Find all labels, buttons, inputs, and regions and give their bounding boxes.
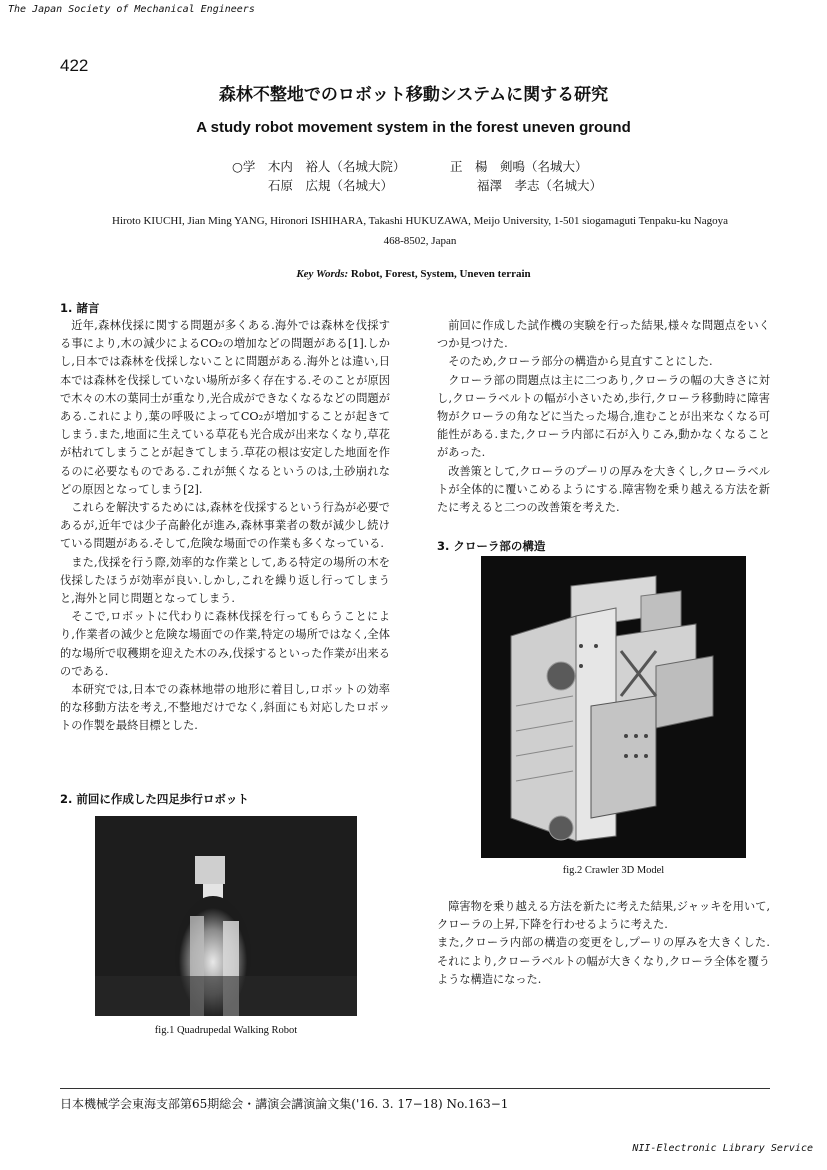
left-column-text <box>60 317 390 736</box>
section-2-heading: 2. 前回に作成した四足歩行ロボット <box>60 792 249 806</box>
right-paragraph-3: クローラ部の問題点は主に二つあり,クローラの幅の大きさに対し,クローラベルトの幅が小さいため,歩行,クローラ移動時に障害物がクローラの角などに当たった場合,進むことが出来なくなる可能性がある.また,クローラ内部に石が入りこみ,動かなくなることがあった. <box>437 373 770 460</box>
right-column-bottom-text <box>437 898 770 989</box>
figure-2-crawler-model <box>481 556 746 858</box>
page-number: 422 <box>60 56 89 75</box>
footer-rule <box>60 1088 770 1089</box>
right-column-top-text <box>437 317 770 517</box>
section-1-heading: 1. 諸言 <box>60 301 100 315</box>
right-paragraph-4: 改善策として,クローラのプーリの厚みを大きくし,クローラベルトが全体的に覆いこめるようにする.障害物を乗り越える方法を新たに考えると二つの改善策を考えた. <box>437 464 770 515</box>
keywords-label: Key Words: <box>296 268 349 280</box>
right-paragraph-1: 前回に作成した試作機の実験を行った結果,様々な問題点をいくつか見つけた. <box>437 319 770 351</box>
right-paragraph-6: また,クローラ内部の構造の変更をし,プーリの厚みを大きくした.それにより,クローラベルトの幅が大きくなり,クローラ全体を覆うような構造になった. <box>437 936 770 986</box>
affiliation-line-2: 468-8502, Japan <box>383 235 457 247</box>
right-paragraph-5: 障害物を乗り越える方法を新たに考えた結果,ジャッキを用いて,クローラの上昇,下降を行わせるように考えた. <box>437 900 770 932</box>
right-paragraph-2: そのため,クローラ部分の構造から見直すことにした. <box>448 355 713 369</box>
section-3-heading: 3. クローラ部の構造 <box>437 539 546 553</box>
s1-paragraph-2: これらを解決するためには,森林を伐採するという行為が必要であるが,近年では少子高齢化が進み,森林事業者の数が減少し続けている問題がある.そして,危険な場面での作業も多くなっている. <box>60 501 390 551</box>
author-yang: 正 楊 剣鳴（名城大） <box>450 159 588 174</box>
title-japanese: 森林不整地でのロボット移動システムに関する研究 <box>218 85 609 105</box>
figure-1-robot-photo <box>95 816 357 1016</box>
author-ishihara: 石原 広規（名城大） <box>268 178 394 193</box>
crawler-3d-graphic <box>481 556 746 858</box>
s1-paragraph-4: そこで,ロボットに代わりに森林伐採を行ってもらうことにより,作業者の減少と危険な場面での作業,特定の場所ではなく,全体的な場所で収穫期を迎えた木のみ,伐採するといった作業が出来るのである. <box>60 610 390 678</box>
keywords-value: Robot, Forest, System, Uneven terrain <box>350 268 531 280</box>
s1-paragraph-3: また,伐採を行う際,効率的な作業として,ある特定の場所の木を伐採したほうが効率が良い.しかし,これを繰り返し行ってしまうと,海外と同じ問題となってしまう. <box>60 555 390 606</box>
nii-service-label: NII-Electronic Library Service <box>632 1143 813 1154</box>
figure-2-caption: fig.2 Crawler 3D Model <box>562 865 665 876</box>
author-hukuzawa: 福澤 孝志（名城大） <box>477 178 603 193</box>
affiliation-line-1: Hiroto KIUCHI, Jian Ming YANG, Hironori ISHIHARA, Takashi HUKUZAWA, Meijo University, 1-501 siogamaguti Tenpaku-ku Nagoya <box>112 215 728 227</box>
figure-1-caption: fig.1 Quadrupedal Walking Robot <box>154 1025 298 1036</box>
s1-paragraph-1: 近年,森林伐採に関する問題が多くある.海外では森林を伐採する事により,木の減少によるCO₂の増加などの問題がある[1].しかし,日本では森林を伐採しないことに問題がある.海外とは違い,日本では森林を伐採していない場所が多く存在する.そのことが原因で木々の木の葉同士が重なり,光合成ができなくなるなどの問題がある.これにより,葉の呼吸によってCO₂が増加することが起きてしまう.また,地面に生えている草花も光合成が出来なくなり,草花が枯れてしまうことが起きてしまう.草花の根は安定した地面を作るのに必要なものである.これが無くなるというのは,土砂崩れなどの原因となってしまう[2]. <box>60 319 390 496</box>
author-kiuchi: ○学 木内 裕人（名城大院） <box>232 159 406 174</box>
society-header: The Japan Society of Mechanical Engineers <box>8 4 255 15</box>
robot-photo-graphic <box>95 816 357 1016</box>
keywords <box>0 268 827 280</box>
proceedings-footer: 日本機械学会東海支部第65期総会・講演会講演論文集('16. 3. 17−18) No.163−1 <box>60 1097 509 1111</box>
s1-paragraph-5: 本研究では,日本での森林地帯の地形に着目し,ロボットの効率的な移動方法を考え,不整地だけでなく,斜面にも対応したロボットの作製を最終目標とした. <box>60 683 390 733</box>
title-english: A study robot movement system in the forest uneven ground <box>196 119 631 136</box>
affiliation <box>70 211 770 251</box>
